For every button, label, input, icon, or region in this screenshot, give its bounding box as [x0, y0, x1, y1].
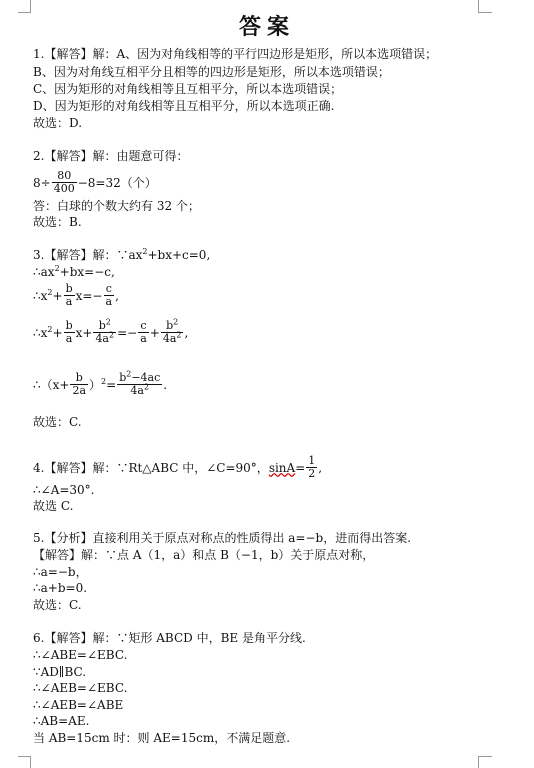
q5-line-4: ∴a+b=0. [33, 581, 88, 595]
q2-fraction-num: 80 [52, 170, 77, 183]
q3-l3-frac-b-a [64, 283, 75, 308]
q3-l3-start [33, 288, 63, 304]
q3-l4a: ∴x [33, 325, 48, 340]
q3-l5-frac-discriminant [117, 369, 162, 397]
crop-mark [478, 756, 492, 757]
crop-mark [30, 756, 31, 768]
q3-head-sup: 2 [142, 247, 148, 256]
q3-l4-frac1-den: a [65, 332, 73, 345]
q2-eq-prefix: 8÷ [33, 175, 51, 190]
q6-line-5: ∴∠AEB=∠ABE [33, 698, 124, 712]
q3-l5-frac2-den [117, 382, 162, 397]
page-title: 答案 [238, 14, 295, 40]
q3-l2-sup: 2 [54, 264, 60, 273]
q2-answer: 故选：B. [33, 215, 82, 229]
q3-l4-frac1-num: b [65, 319, 73, 332]
q4-frac-num: 1 [308, 454, 316, 467]
q1-line-1: 1.【解答】解：A、因为对角线相等的平行四边形是矩形，所以本选项错误； [33, 47, 438, 61]
q3-l5-frac2-sup: 2 [126, 369, 132, 379]
q4-line-1 [33, 455, 322, 480]
q3-l5d: . [163, 377, 168, 392]
q3-head-tail: +bx+c=0, [147, 248, 211, 262]
q3-line-3 [33, 283, 119, 308]
q3-l4-frac2-den-sup: 2 [109, 330, 115, 340]
q2-line-3: 答：白球的个数大约有 32 个； [33, 199, 200, 213]
q3-l4-frac2-den [93, 330, 116, 345]
q3-l3b: + [52, 288, 63, 303]
q3-l3a: ∴x [33, 288, 48, 303]
q3-l4-frac4-sup: 2 [173, 317, 179, 327]
q6-line-6: ∴AB=AE. [33, 714, 90, 728]
q3-l3-frac2-den: a [105, 295, 113, 308]
q3-l5-sup: 2 [101, 376, 107, 386]
q3-l5-paren [89, 377, 116, 393]
q3-l4-frac4-b: b [166, 319, 174, 332]
q3-l3-sup: 2 [47, 287, 53, 297]
q2-fraction [52, 170, 77, 195]
q3-line-5 [33, 369, 168, 397]
q3-line-4 [33, 317, 189, 345]
q4-answer: 故选 C. [33, 499, 74, 513]
q3-answer: 故选：C. [33, 415, 82, 429]
q3-l3d: , [115, 288, 119, 303]
q3-l5-frac2-4a: 4a [130, 384, 144, 397]
q3-l4d: =− [117, 325, 138, 340]
q3-l5a: ∴（x+ [33, 377, 70, 392]
q3-l3-frac-den: a [65, 295, 73, 308]
q4-line-2: ∴∠A=30°. [33, 483, 95, 497]
q5-line-2: 【解答】解：∵点 A（1，a）和点 B（−1，b）关于原点对称， [33, 548, 375, 562]
q3-l5c: = [106, 377, 117, 392]
crop-mark [478, 756, 479, 768]
q3-l4-sup: 2 [47, 324, 53, 334]
q3-l5-frac1-den: 2a [72, 384, 87, 397]
q3-l4-frac2-sup: 2 [105, 317, 111, 327]
q3-l4-frac2-4a: 4a [95, 332, 109, 345]
q1-line-3: C、因为矩形的对角线相等且互相平分，所以本选项错误； [33, 82, 343, 96]
q3-l4-frac2-b: b [98, 319, 106, 332]
q3-l3-frac2-num: c [104, 283, 115, 296]
q3-l2b: +bx=−c, [59, 265, 115, 279]
q6-line-1: 6.【解答】解：∵矩形 ABCD 中，BE 是角平分线. [33, 631, 306, 645]
q3-l4-frac-c-a [138, 320, 149, 345]
q1-line-2: B、因为对角线互相平分且相等的四边形是矩形，所以本选项错误； [33, 65, 390, 79]
q6-line-2: ∴∠ABE=∠EBC. [33, 648, 128, 662]
q3-l4-frac3-den: a [140, 332, 147, 345]
q6-line-3: ∵AD∥BC. [33, 665, 87, 679]
q3-l4e: + [149, 325, 160, 340]
crop-mark [18, 756, 31, 757]
q3-l4-frac4-4a: 4a [162, 332, 177, 345]
q3-l3-frac-c-a [104, 283, 115, 308]
q5-line-3: ∴a=−b， [33, 565, 88, 579]
q5-answer: 故选：C. [33, 598, 82, 612]
q2-line-1: 2.【解答】解：由题意可得： [33, 149, 189, 163]
q3-l4-frac-b-a [64, 320, 75, 345]
q4-l1d: , [318, 460, 323, 475]
q4-l1c: = [295, 460, 306, 475]
q3-head: 3.【解答】解：∵ax [33, 248, 143, 262]
q4-fraction [306, 455, 317, 480]
q3-l4-frac-b2-4a2-b [161, 317, 184, 345]
q2-equation [33, 170, 157, 195]
q3-l3c: x=− [75, 288, 103, 303]
q3-l5-frac2-tail: −4ac [131, 371, 161, 384]
q3-line-2 [33, 264, 115, 280]
q6-line-4: ∴∠AEB=∠EBC. [33, 681, 128, 695]
q3-l4-frac4-den [161, 330, 184, 345]
q3-line-1 [33, 247, 210, 263]
q1-line-4: D、因为矩形的对角线相等且互相平分，所以本选项正确. [33, 99, 335, 113]
q4-frac-den: 2 [308, 467, 316, 480]
q4-sina: sinA [268, 460, 296, 475]
q3-l5-frac2-den-sup: 2 [143, 382, 150, 392]
q2-fraction-den: 400 [53, 182, 75, 195]
q3-l2a: ∴ax [33, 265, 55, 279]
q3-l4b: + [52, 325, 63, 340]
q3-l3-frac-num: b [65, 282, 73, 295]
q3-l4-frac-b2-4a2 [93, 317, 116, 345]
q3-l5-frac1-num: b [70, 372, 88, 385]
q6-line-7: 当 AB=15cm 时：则 AE=15cm，不满足题意. [33, 731, 291, 745]
q3-l4f: , [184, 325, 189, 340]
q3-l4c: x+ [75, 325, 93, 340]
q3-l4-frac3-num: c [138, 320, 149, 333]
q1-answer: 故选：D. [33, 116, 83, 130]
q3-l4-frac4-den-sup: 2 [176, 330, 182, 340]
q2-eq-suffix: −8=32（个） [77, 175, 157, 190]
q3-l5b: ） [89, 377, 102, 392]
q4-l1a: 4.【解答】解：∵Rt△ABC 中，∠C=90°， [33, 460, 269, 475]
q3-l4-start [33, 325, 63, 341]
q3-l5-frac-b-2a [70, 372, 88, 397]
q5-line-1: 5.【分析】直接利用关于原点对称点的性质得出 a=−b，进而得出答案. [33, 531, 412, 545]
q3-l5-frac2-b: b [119, 371, 127, 384]
